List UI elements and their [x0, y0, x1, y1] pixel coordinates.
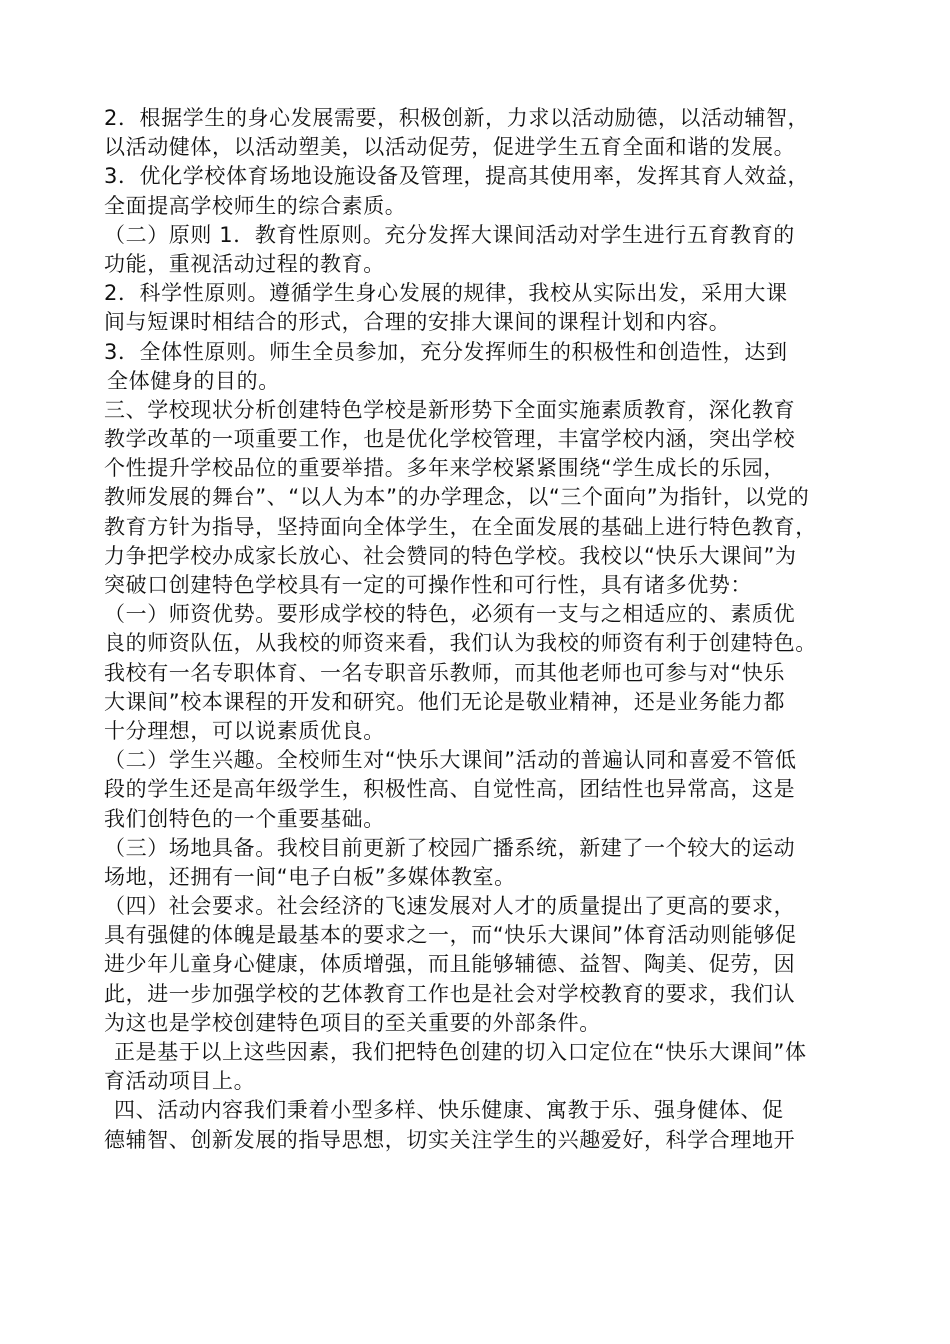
text-line: 四、活动内容我们秉着小型多样、快乐健康、寓教于乐、强身健体、促	[114, 1098, 784, 1123]
text-line: 我校有一名专职体育、一名专职音乐教师，而其他老师也可参与对“快乐	[104, 660, 786, 685]
text-line: 为这也是学校创建特色项目的至关重要的外部条件。	[104, 1010, 601, 1035]
text-line: 教师发展的舞台”、“以人为本”的办学理念，以“三个面向”为指针，以党的	[104, 485, 810, 510]
text-line: 我们创特色的一个重要基础。	[104, 806, 385, 831]
text-line: 3．全体性原则。师生全员参加，充分发挥师生的积极性和创造性，达到	[104, 339, 788, 364]
text-line: （一）师资优势。要形成学校的特色，必须有一支与之相适应的、素质优	[104, 602, 796, 627]
text-line: 良的师资队伍，从我校的师资来看，我们认为我校的师资有利于创建特色。	[104, 631, 817, 656]
text-line: （四）社会要求。社会经济的飞速发展对人才的质量提出了更高的要求，	[104, 894, 796, 919]
text-line: 此，进一步加强学校的艺体教育工作也是社会对学校教育的要求，我们认	[104, 981, 796, 1006]
text-line: （二）原则 1．教育性原则。充分发挥大课间活动对学生进行五育教育的	[104, 222, 795, 247]
text-line: 以活动健体，以活动塑美，以活动促劳，促进学生五育全面和谐的发展。	[104, 135, 796, 160]
text-line: 2．根据学生的身心发展需要，积极创新，力求以活动励德，以活动辅智，	[104, 106, 810, 130]
text-line: 十分理想，可以说素质优良。	[104, 718, 385, 743]
document-body	[104, 104, 864, 1155]
text-line: （三）场地具备。我校目前更新了校园广播系统，新建了一个较大的运动	[104, 835, 796, 860]
text-line: 具有强健的体魄是最基本的要求之一，而“快乐大课间”体育活动则能够促	[104, 923, 797, 948]
text-line: 三、学校现状分析创建特色学校是新形势下全面实施素质教育，深化教育	[104, 397, 796, 422]
text-line: 育活动项目上。	[104, 1069, 256, 1094]
text-line: 正是基于以上这些因素，我们把特色创建的切入口定位在“快乐大课间”体	[114, 1040, 807, 1064]
text-line: 功能，重视活动过程的教育。	[104, 251, 385, 276]
text-line: 教育方针为指导，坚持面向全体学生，在全面发展的基础上进行特色教育，	[104, 514, 817, 539]
text-line: 间与短课时相结合的形式，合理的安排大课间的课程计划和内容。	[104, 310, 731, 335]
text-line: 场地，还拥有一间“电子白板”多媒体教室。	[104, 864, 516, 889]
text-line: 德辅智、创新发展的指导思想，切实关注学生的兴趣爱好，科学合理地开	[104, 1127, 796, 1152]
text-line: 教学改革的一项重要工作，也是优化学校管理，丰富学校内涵，突出学校	[104, 427, 796, 452]
text-line: （二）学生兴趣。全校师生对“快乐大课间”活动的普遍认同和喜爱不管低	[104, 748, 797, 773]
text-line: 全面提高学校师生的综合素质。	[104, 193, 407, 218]
text-line: 突破口创建特色学校具有一定的可操作性和可行性，具有诸多优势：	[104, 573, 752, 597]
text-line: 大课间”校本课程的开发和研究。他们无论是敬业精神，还是业务能力都	[104, 689, 786, 714]
text-line: 力争把学校办成家长放心、社会赞同的特色学校。我校以“快乐大课间”为	[104, 543, 797, 568]
text-line: 段的学生还是高年级学生，积极性高、自觉性高，团结性也异常高，这是	[104, 777, 796, 802]
text-line: 进少年儿童身心健康，体质增强，而且能够辅德、益智、陶美、促劳，因	[104, 952, 796, 977]
text-line: 全体健身的目的。	[107, 368, 280, 393]
text-line: 2．科学性原则。遵循学生身心发展的规律，我校从实际出发，采用大课	[104, 281, 788, 306]
text-line: 3．优化学校体育场地设施设备及管理，提高其使用率，发挥其育人效益，	[104, 164, 810, 189]
text-line: 个性提升学校品位的重要举措。多年来学校紧紧围绕“学生成长的乐园，	[104, 456, 786, 481]
